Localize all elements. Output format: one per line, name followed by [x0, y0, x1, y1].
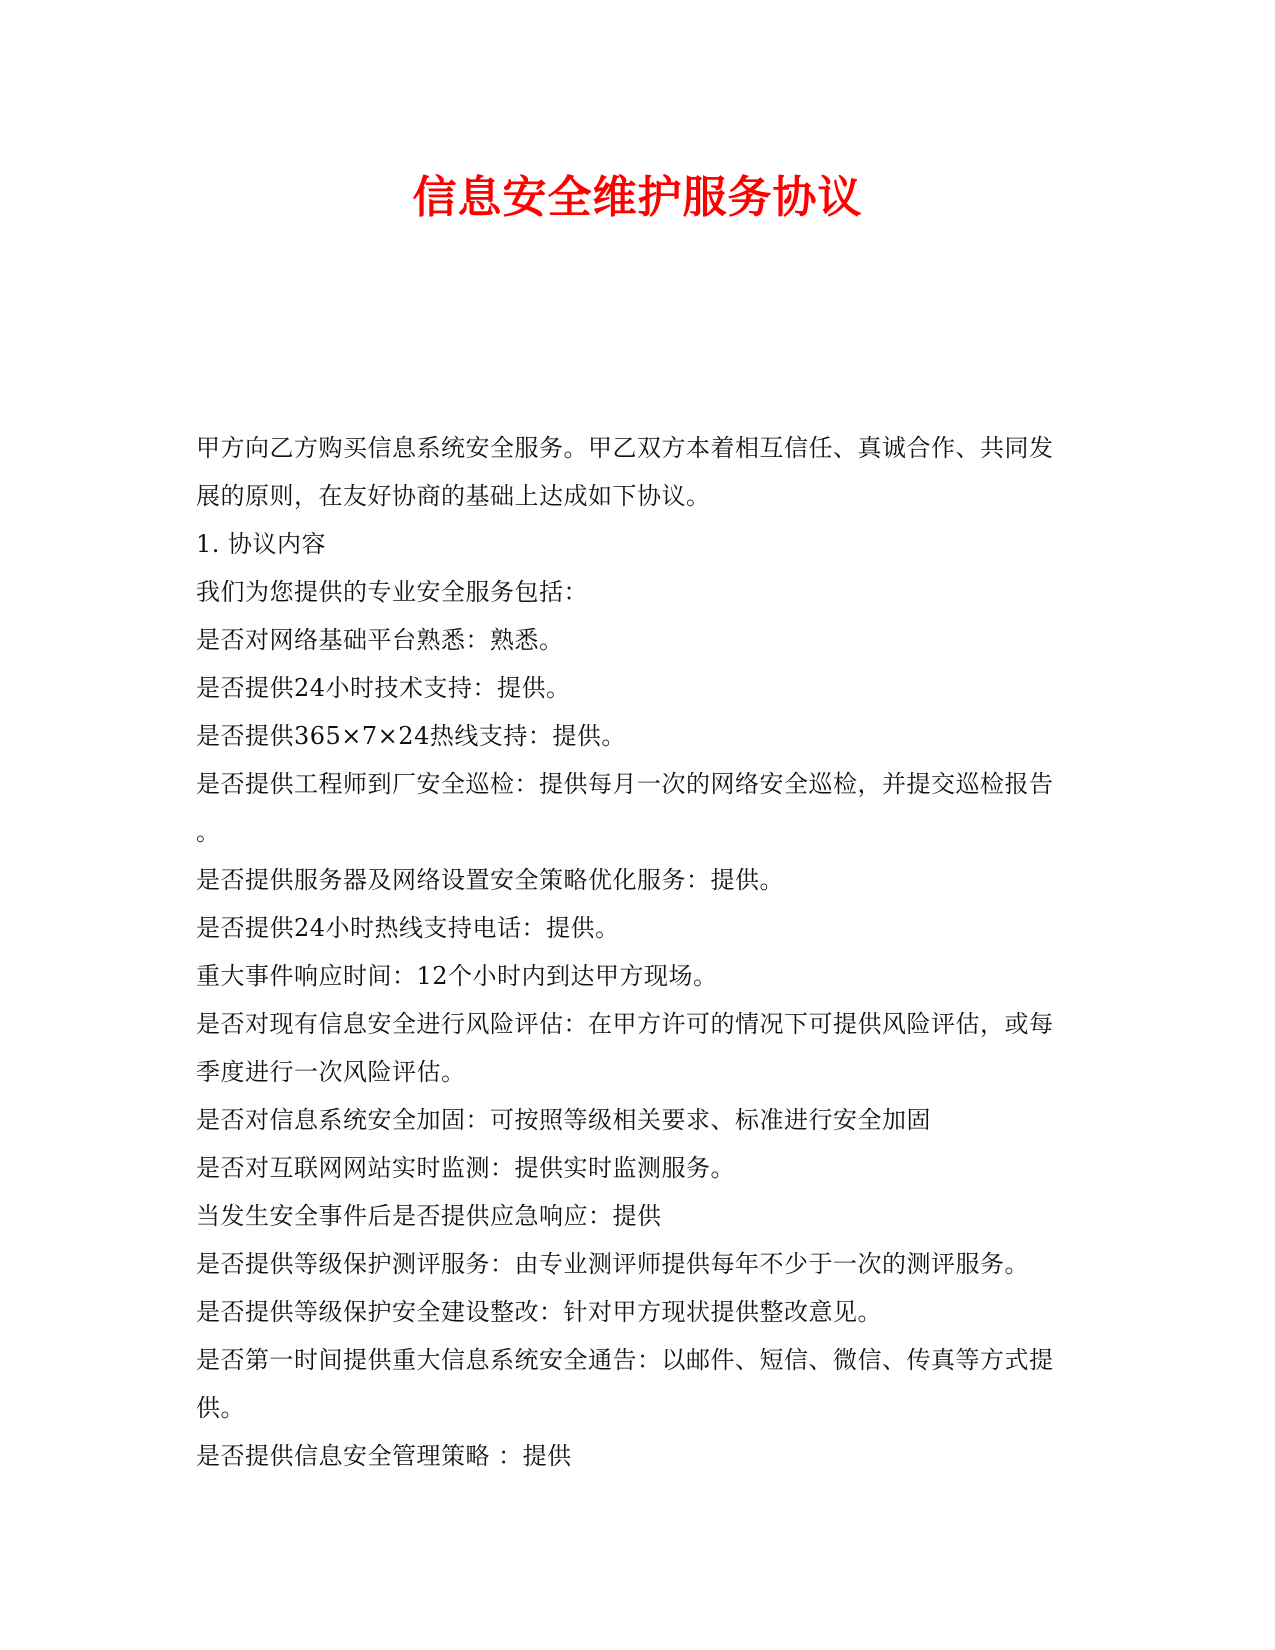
- service-item: 是否提供工程师到厂安全巡检：提供每月一次的网络安全巡检，并提交巡检报告: [196, 770, 1054, 798]
- paragraph-line: 展的原则，在友好协商的基础上达成如下协议。: [196, 482, 711, 510]
- service-item: 是否对信息系统安全加固：可按照等级相关要求、标准进行安全加固: [196, 1106, 931, 1134]
- service-item: 是否第一时间提供重大信息系统安全通告：以邮件、短信、微信、传真等方式提: [196, 1346, 1054, 1374]
- service-item: 是否对网络基础平台熟悉：熟悉。: [196, 626, 564, 654]
- service-item: 重大事件响应时间：12个小时内到达甲方现场。: [196, 962, 718, 990]
- service-item: 是否提供等级保护测评服务：由专业测评师提供每年不少于一次的测评服务。: [196, 1250, 1029, 1278]
- service-item: 是否提供24小时热线支持电话：提供。: [196, 914, 620, 942]
- service-item: 是否提供信息安全管理策略 ：提供: [196, 1442, 572, 1470]
- service-item: 是否提供等级保护安全建设整改：针对甲方现状提供整改意见。: [196, 1298, 882, 1326]
- service-item: 是否对互联网网站实时监测：提供实时监测服务。: [196, 1154, 735, 1182]
- document-body: [196, 424, 1076, 1480]
- service-item: 当发生安全事件后是否提供应急响应：提供: [196, 1202, 662, 1230]
- paragraph-line: 甲方向乙方购买信息系统安全服务。甲乙双方本着相互信任、真诚合作、共同发: [196, 434, 1054, 462]
- section-heading: 1. 协议内容: [196, 530, 327, 558]
- service-item-continuation: 供。: [196, 1394, 245, 1422]
- service-item: 是否提供365×7×24热线支持：提供。: [196, 722, 626, 750]
- document-title: 信息安全维护服务协议: [412, 172, 863, 223]
- paragraph-line: 我们为您提供的专业安全服务包括：: [196, 578, 588, 606]
- service-item: 是否对现有信息安全进行风险评估：在甲方许可的情况下可提供风险评估，或每: [196, 1010, 1054, 1038]
- service-item: 是否提供24小时技术支持：提供。: [196, 674, 571, 702]
- service-item-continuation: 。: [196, 818, 221, 846]
- service-item: 是否提供服务器及网络设置安全策略优化服务：提供。: [196, 866, 784, 894]
- service-item-continuation: 季度进行一次风险评估。: [196, 1058, 466, 1086]
